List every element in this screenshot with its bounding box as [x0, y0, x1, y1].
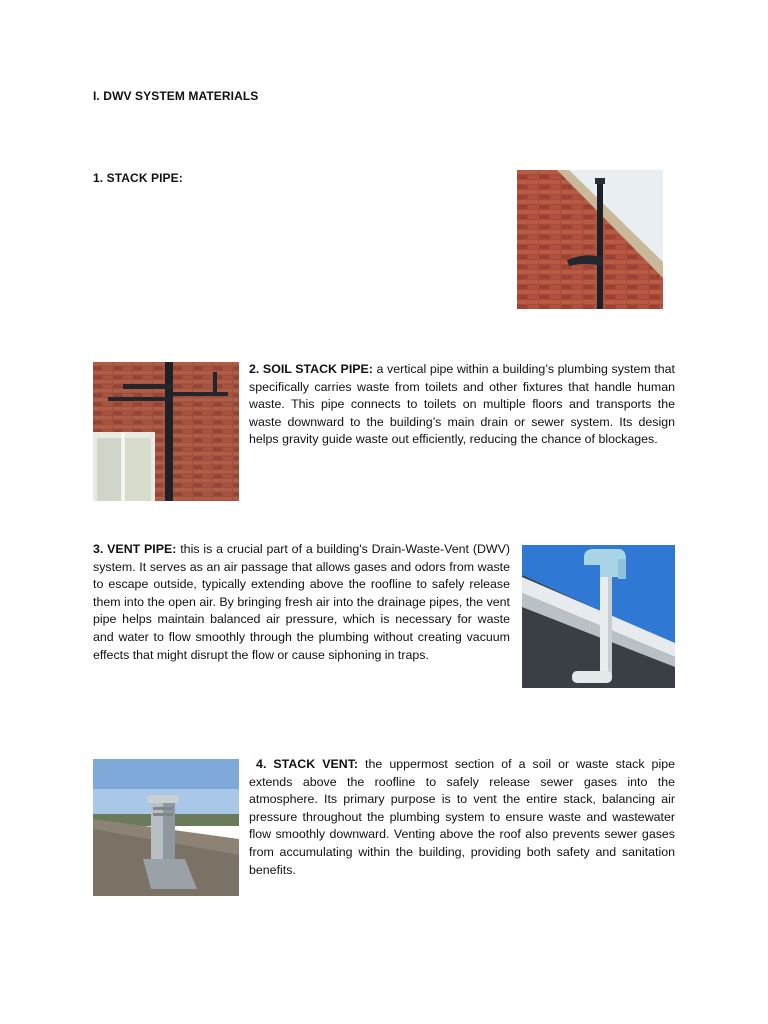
vent-pipe-paragraph — [93, 541, 510, 664]
soil-stack-pipe-heading: 2. SOIL STACK PIPE: — [249, 362, 373, 376]
stack-pipe-heading: 1. STACK PIPE: — [93, 171, 183, 185]
vent-pipe-photo — [522, 545, 675, 688]
vent-pipe-heading: 3. VENT PIPE: — [93, 542, 177, 556]
section-title: I. DWV SYSTEM MATERIALS — [93, 89, 259, 103]
soil-stack-pipe-paragraph — [249, 361, 675, 449]
stack-vent-paragraph — [249, 756, 675, 879]
vent-pipe-text: this is a crucial part of a building's Drain-Waste-Vent (DWV) system. It serves as an air passage that allows gases and odors from waste to escape outside, typically extending above the roofline to safely release them into the open air. By bringing fresh air into the drainage pipes, the vent pipe helps maintain balanced air pressure, which is necessary for waste and water to flow smoothly through the plumbing without creating vacuum effects that might disrupt the flow or cause siphoning in traps. — [93, 542, 510, 662]
stack-vent-heading: 4. STACK VENT: — [256, 757, 359, 771]
stack-vent-photo — [93, 759, 239, 896]
stack-pipe-photo — [517, 170, 663, 309]
stack-vent-text: the uppermost section of a soil or waste stack pipe extends above the roofline to safely release sewer gases into the atmosphere. Its primary purpose is to vent the entire stack, balancing air pressure throughout the plumbing system to ensure waste and wastewater flow smoothly downward. Venting above the roof also prevents sewer gases from accumulating within the building, providing both safety and sanitation benefits. — [249, 757, 675, 877]
soil-stack-pipe-photo — [93, 362, 239, 501]
soil-stack-pipe-text: a vertical pipe within a building’s plumbing system that specifically carries waste from toilets and other fixtures that handle human waste. This pipe connects to toilets on multiple floors and transports the waste downward to the building’s main drain or sewer system. Its design helps gravity guide waste out efficiently, reducing the chance of blockages. — [249, 362, 675, 447]
